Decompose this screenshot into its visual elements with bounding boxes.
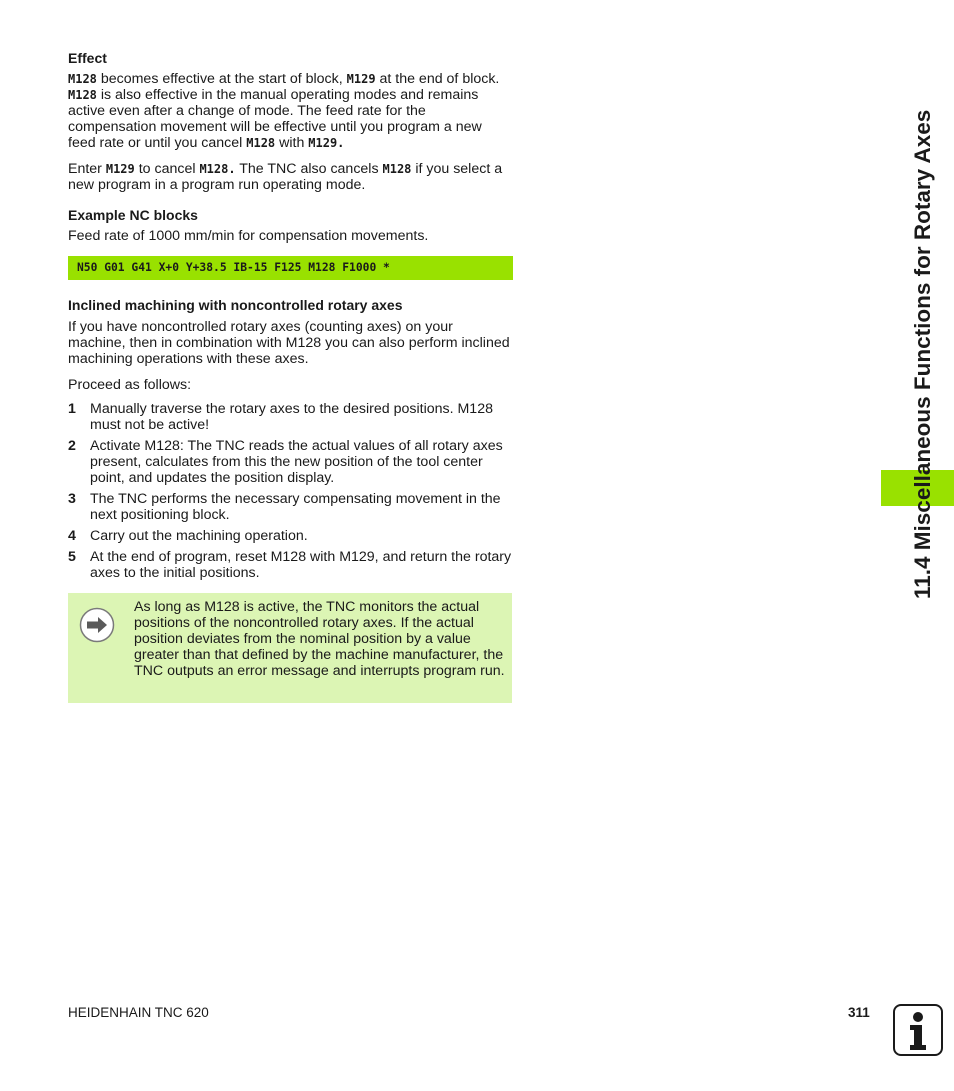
info-icon (893, 1004, 943, 1056)
code-m129: M129 (346, 72, 376, 86)
page-number: 311 (848, 1005, 870, 1020)
note-text: As long as M128 is active, the TNC monitors the actual positions of the noncontrolled rotary axes. If the actual position deviates from the nominal position by a value greater than that defined by the machine manufacturer, the TNC outputs an error message and interrupts program run. (134, 599, 505, 679)
code-m128: M128 (68, 88, 97, 102)
inclined-text: If you have noncontrolled rotary axes (counting axes) on your machine, then in combination with M128 you can also perform inclined machining operations with these axes. (68, 319, 510, 367)
code-m128: M128. (199, 162, 236, 176)
effect-heading: Effect (68, 50, 107, 66)
step-text: Activate M128: The TNC reads the actual values of all rotary axes present, calculates from this the new position of the tool center point, and updates the position display. (90, 438, 503, 486)
nc-code-block: N50 G01 G41 X+0 Y+38.5 IB-15 F125 M128 F1000 * (68, 256, 513, 280)
steps-list (68, 401, 513, 586)
step-number: 3 (68, 491, 76, 507)
code-m129: M129. (308, 136, 345, 150)
main-content (68, 50, 513, 244)
step-number: 2 (68, 438, 76, 454)
code-m128: M128 (68, 72, 97, 86)
step-number: 5 (68, 549, 76, 565)
footer-title: HEIDENHAIN TNC 620 (68, 1005, 209, 1020)
list-item (68, 491, 513, 523)
step-number: 4 (68, 528, 76, 544)
step-text: Carry out the machining operation. (90, 528, 308, 544)
note-box (68, 593, 512, 703)
text: becomes effective at the start of block, (96, 71, 347, 87)
effect-paragraph-2 (68, 161, 513, 193)
text: at the end of block. (375, 71, 500, 87)
list-item (68, 438, 513, 486)
text: with (275, 135, 309, 151)
step-text: At the end of program, reset M128 with M129, and return the rotary axes to the initial positions. (90, 549, 512, 581)
example-heading: Example NC blocks (68, 207, 198, 223)
step-text: The TNC performs the necessary compensating movement in the next positioning block. (90, 491, 501, 523)
example-text: Feed rate of 1000 mm/min for compensation movements. (68, 228, 429, 244)
step-number: 1 (68, 401, 76, 417)
proceed-text: Proceed as follows: (68, 377, 192, 393)
text: The TNC also cancels (235, 161, 383, 177)
text: Enter (68, 161, 106, 177)
effect-paragraph-1 (68, 71, 513, 151)
text: to cancel (134, 161, 200, 177)
inclined-section (68, 297, 513, 393)
text: is also effective in the manual operating modes and remains active even after a change of mode. The feed rate for the compensation movement will be effective until you program a new feed rate or until you cancel (68, 87, 482, 151)
code-m129: M129 (105, 162, 135, 176)
sidebar-title: 11.4 Miscellaneous Functions for Rotary Axes (910, 109, 935, 599)
step-text: Manually traverse the rotary axes to the desired positions. M128 must not be active! (90, 401, 493, 433)
list-item (68, 549, 513, 581)
text: if you select a new program in a program run operating mode. (68, 161, 503, 193)
code-m128: M128 (246, 136, 276, 150)
list-item (68, 401, 513, 433)
list-item (68, 528, 513, 544)
inclined-heading: Inclined machining with noncontrolled rotary axes (68, 297, 403, 313)
arrow-right-icon (79, 607, 115, 643)
code-m128: M128 (382, 162, 412, 176)
